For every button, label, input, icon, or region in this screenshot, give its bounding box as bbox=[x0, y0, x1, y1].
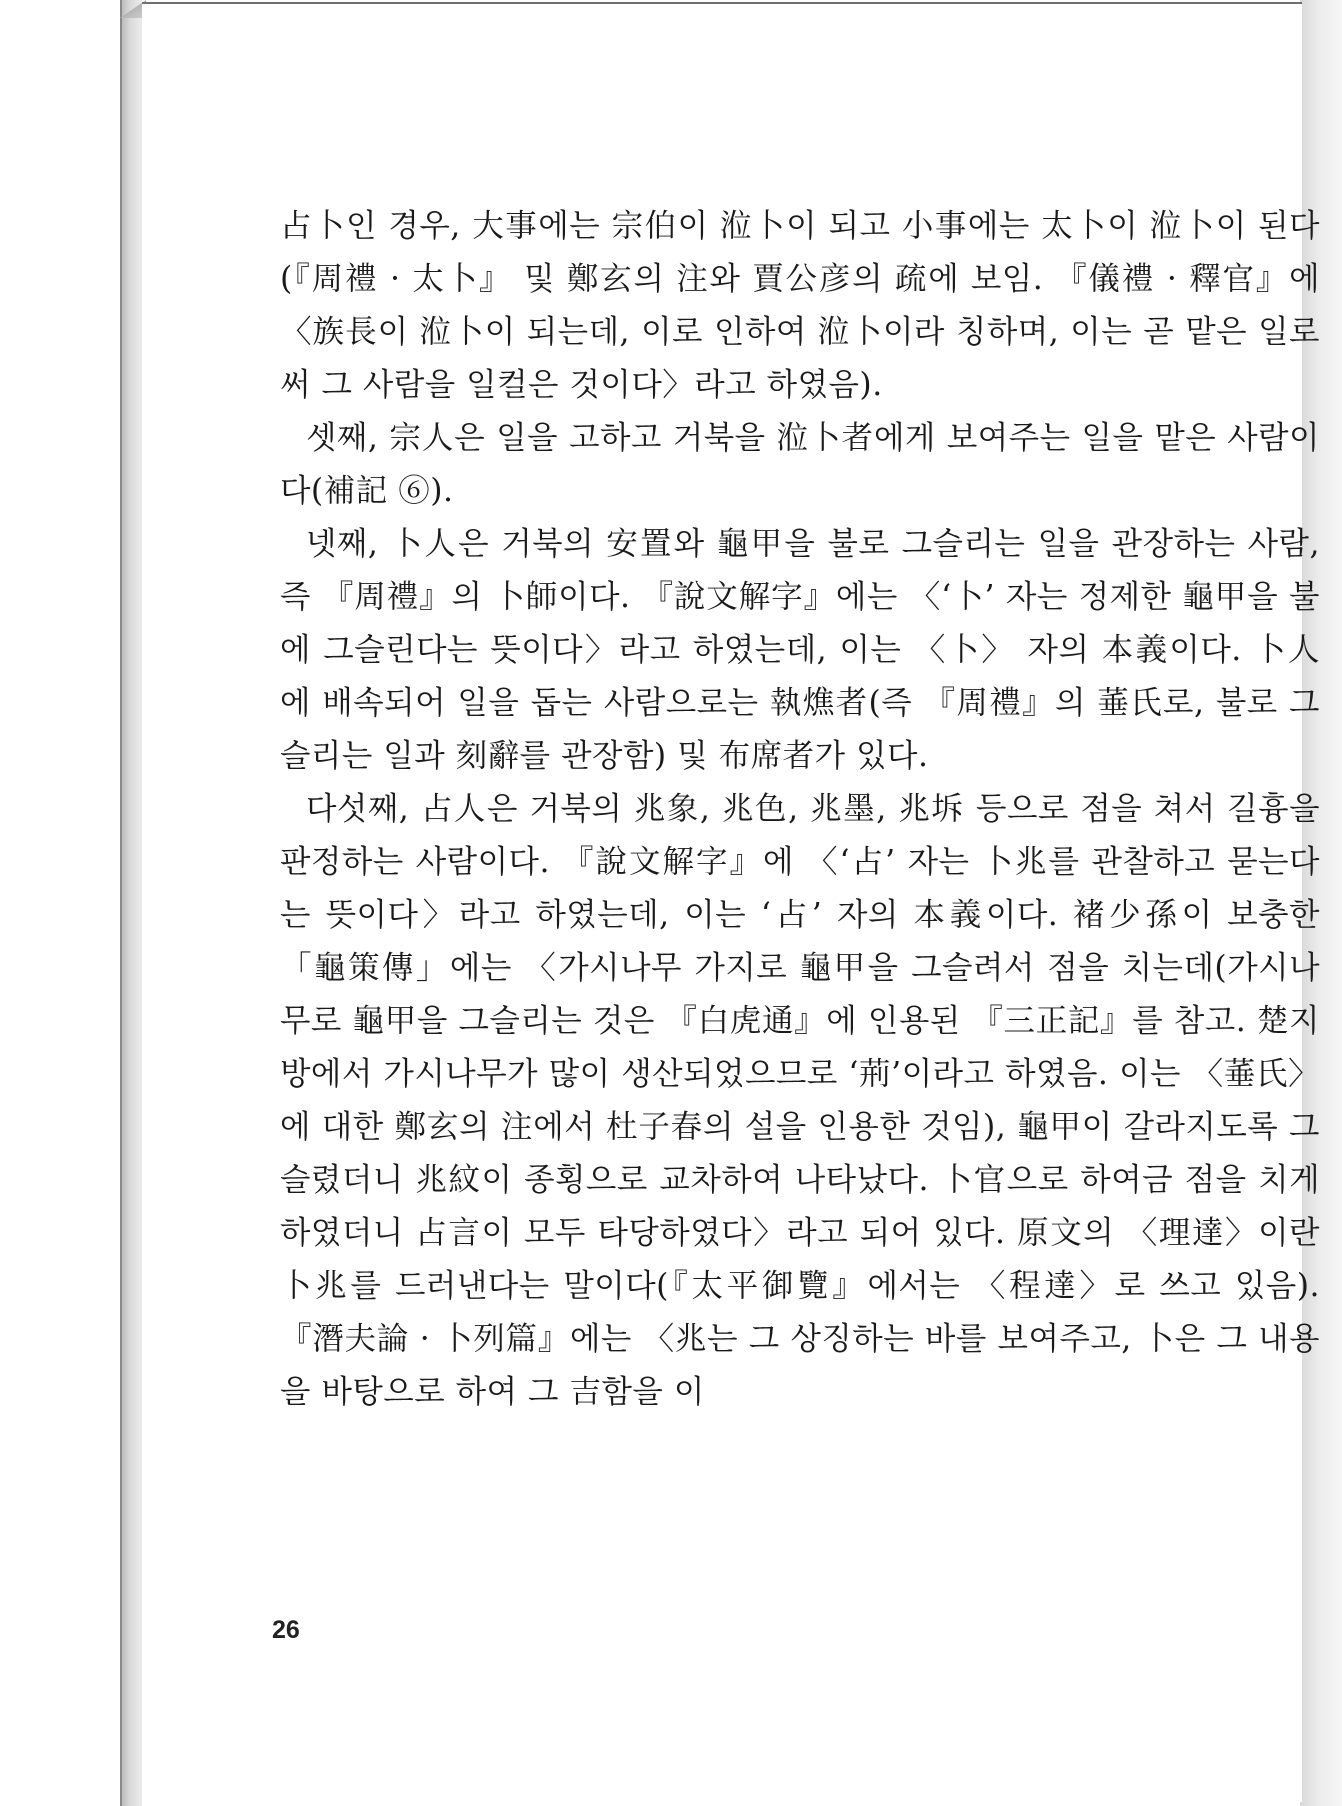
page-number: 26 bbox=[272, 1616, 300, 1644]
book-page bbox=[142, 2, 1320, 1802]
paragraph-4: 다섯째, 占人은 거북의 兆象, 兆色, 兆墨, 兆坼 등으로 점을 쳐서 길흉을 판정하는 사람이다. 『說文解字』에 〈‘占’ 자는 卜兆를 관찰하고 묻는다는 뜻이다〉라고 하였는데, 이는 ‘占’ 자의 本義이다. 褚少孫이 보충한 「龜策傳」에는 〈가시나무 가지로 龜甲을 그슬려서 점을 치는데(가시나무로 龜甲을 그슬리는 것은 『白虎通』에 인용된 『三正記』를 참고. 楚지방에서 가시나무가 많이 생산되었으므로 ‘荊’이라고 하였음. 이는 〈菙氏〉에 대한 鄭玄의 注에서 杜子春의 설을 인용한 것임), 龜甲이 갈라지도록 그슬렸더니 兆紋이 종횡으로 교차하여 나타났다. 卜官으로 하여금 점을 치게 하였더니 占言이 모두 타당하였다〉라고 되어 있다. 原文의 〈理達〉이란 卜兆를 드러낸다는 말이다(『太平御覽』에서는 〈程達〉로 쓰고 있음). 『潛夫論 · 卜列篇』에는 〈兆는 그 상징하는 바를 보여주고, 卜은 그 내용을 바탕으로 하여 그 吉함을 이 bbox=[280, 791, 1320, 1410]
paragraph-1: 占卜인 경우, 大事에는 宗伯이 涖卜이 되고 小事에는 太卜이 涖卜이 된다(『周禮 · 太卜』 및 鄭玄의 注와 賈公彦의 疏에 보임. 『儀禮 · 釋官』에 〈族長이 涖卜이 되는데, 이로 인하여 涖卜이라 칭하며, 이는 곧 맡은 일로써 그 사람을 일컬은 것이다〉라고 하였음). bbox=[280, 208, 1320, 403]
page-stack-edge bbox=[120, 0, 142, 1806]
body-text bbox=[280, 200, 1320, 1419]
paragraph-2: 셋째, 宗人은 일을 고하고 거북을 涖卜者에게 보여주는 일을 맡은 사람이다(補記 ⑥). bbox=[280, 420, 1320, 509]
paragraph-3: 넷째, 卜人은 거북의 安置와 龜甲을 불로 그슬리는 일을 관장하는 사람, 즉 『周禮』의 卜師이다. 『說文解字』에는 〈‘卜’ 자는 정제한 龜甲을 불에 그슬린다는 뜻이다〉라고 하였는데, 이는 〈卜〉 자의 本義이다. 卜人에 배속되어 일을 돕는 사람으로는 執燋者(즉 『周禮』의 菙氏로, 불로 그슬리는 일과 刻辭를 관장함) 및 布席者가 있다. bbox=[280, 526, 1320, 774]
